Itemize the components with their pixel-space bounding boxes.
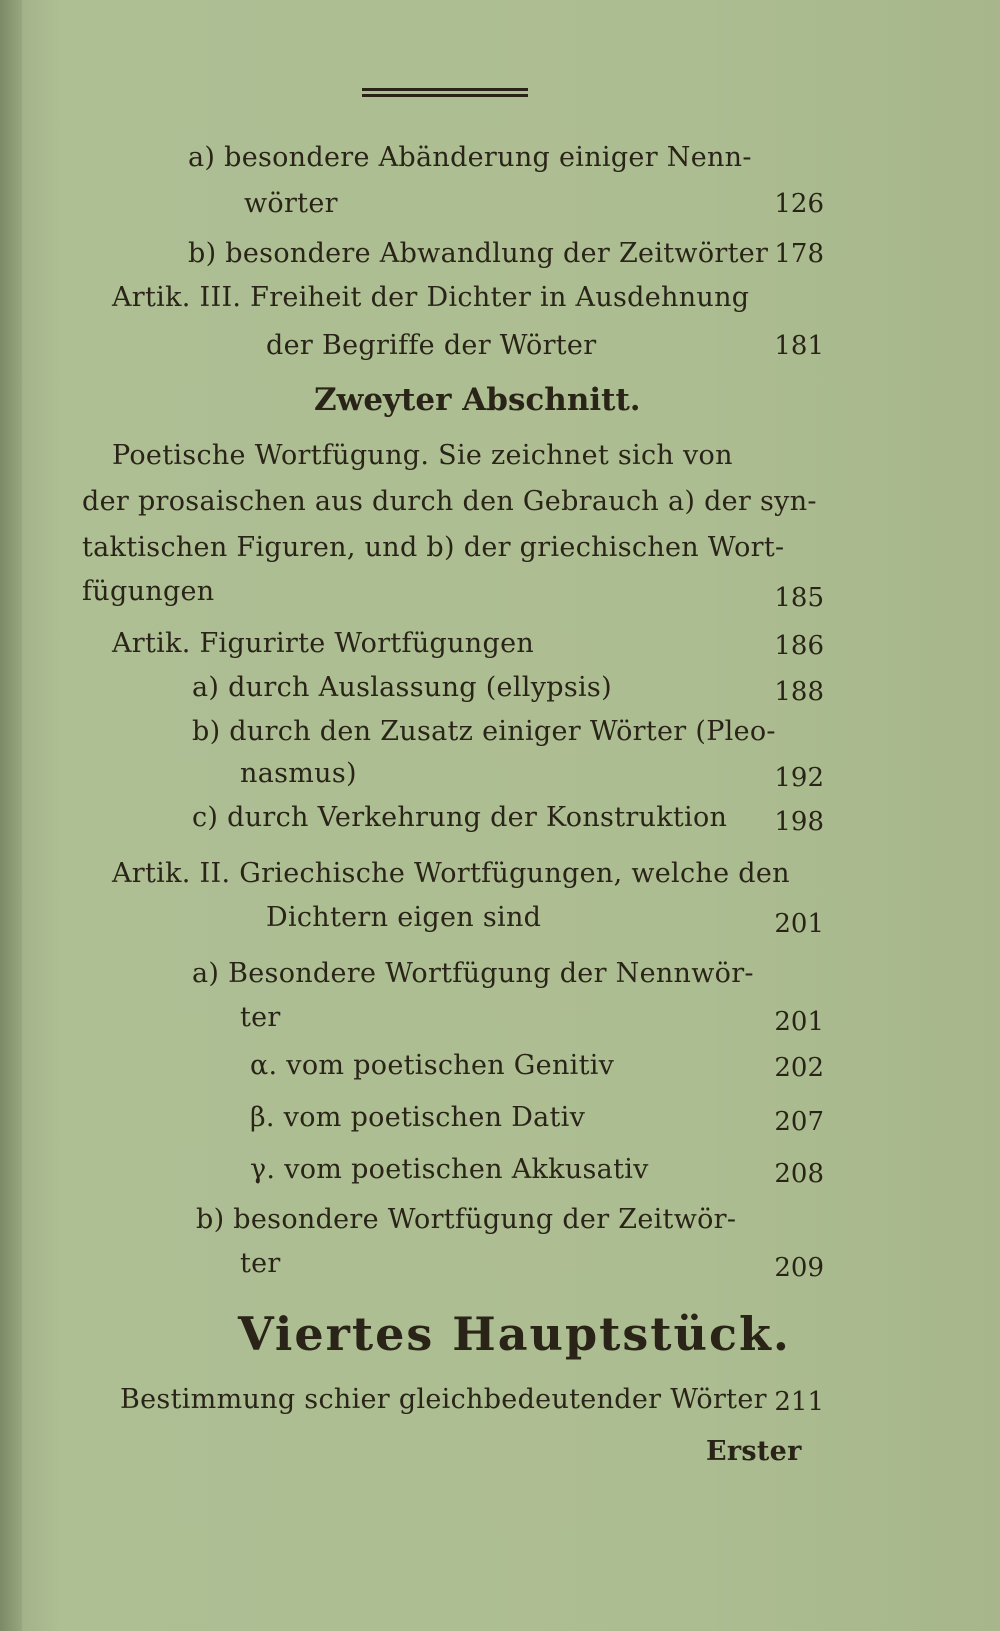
toc-page-number: 202 <box>774 1053 824 1083</box>
toc-page-number: 207 <box>774 1107 824 1137</box>
catchword: Erster <box>706 1436 802 1467</box>
toc-entry-text: fügungen <box>82 576 215 607</box>
toc-entry-text: b) besondere Abwandlung der Zeitwörter <box>188 238 769 269</box>
chapter-heading: Viertes Hauptstück. <box>238 1307 791 1361</box>
toc-entry-text: taktischen Figuren, und b) der griechischen Wort- <box>82 532 785 563</box>
header-rule-line-2 <box>362 94 528 97</box>
toc-entry-text: c) durch Verkehrung der Konstruktion <box>192 802 728 833</box>
toc-entry-text: Dichtern eigen sind <box>266 902 542 933</box>
toc-entry-text: a) besondere Abänderung einiger Nenn- <box>188 142 752 173</box>
toc-entry-text: ter <box>240 1248 281 1279</box>
toc-entry-text: a) Besondere Wortfügung der Nennwör- <box>192 958 754 989</box>
toc-entry-text: ter <box>240 1002 281 1033</box>
toc-entry-text: wörter <box>244 188 338 219</box>
section-heading: Zweyter Abschnitt. <box>314 382 641 418</box>
toc-page-number: 181 <box>774 331 824 361</box>
toc-page-number: 178 <box>774 239 824 269</box>
toc-entry-text: β. vom poetischen Dativ <box>250 1102 586 1133</box>
toc-entry-text: α. vom poetischen Genitiv <box>250 1050 615 1081</box>
page-spine-shadow <box>0 0 22 1631</box>
toc-page-number: 208 <box>774 1159 824 1189</box>
header-rule-line-1 <box>362 88 528 91</box>
toc-page-number: 198 <box>774 807 824 837</box>
toc-entry-text: b) besondere Wortfügung der Zeitwör- <box>196 1204 737 1235</box>
toc-page-number: 186 <box>774 631 824 661</box>
toc-entry-text: der Begriffe der Wörter <box>266 330 597 361</box>
toc-page-number: 201 <box>774 909 824 939</box>
toc-entry-text: Bestimmung schier gleichbedeutender Wörter <box>120 1384 767 1415</box>
toc-entry-text: b) durch den Zusatz einiger Wörter (Pleo- <box>192 716 776 747</box>
toc-entry-text: γ. vom poetischen Akkusativ <box>250 1154 649 1185</box>
toc-page-number: 185 <box>774 583 824 613</box>
toc-page-number: 209 <box>774 1253 824 1283</box>
toc-page-number: 201 <box>774 1007 824 1037</box>
toc-page-number: 211 <box>774 1387 824 1417</box>
header-rule <box>362 88 528 102</box>
toc-entry-text: der prosaischen aus durch den Gebrauch a) der syn- <box>82 486 817 517</box>
toc-entry-text: nasmus) <box>240 758 357 789</box>
toc-entry-text: Artik. III. Freiheit der Dichter in Ausdehnung <box>112 282 750 313</box>
toc-entry-text: a) durch Auslassung (ellypsis) <box>192 672 612 703</box>
toc-entry-text: Artik. II. Griechische Wortfügungen, welche den <box>112 858 790 889</box>
toc-entry-text: Poetische Wortfügung. Sie zeichnet sich von <box>112 440 733 471</box>
toc-page-number: 188 <box>774 677 824 707</box>
toc-entry-text: Artik. Figurirte Wortfügungen <box>112 628 535 659</box>
toc-page-number: 192 <box>774 763 824 793</box>
toc-page-number: 126 <box>774 189 824 219</box>
